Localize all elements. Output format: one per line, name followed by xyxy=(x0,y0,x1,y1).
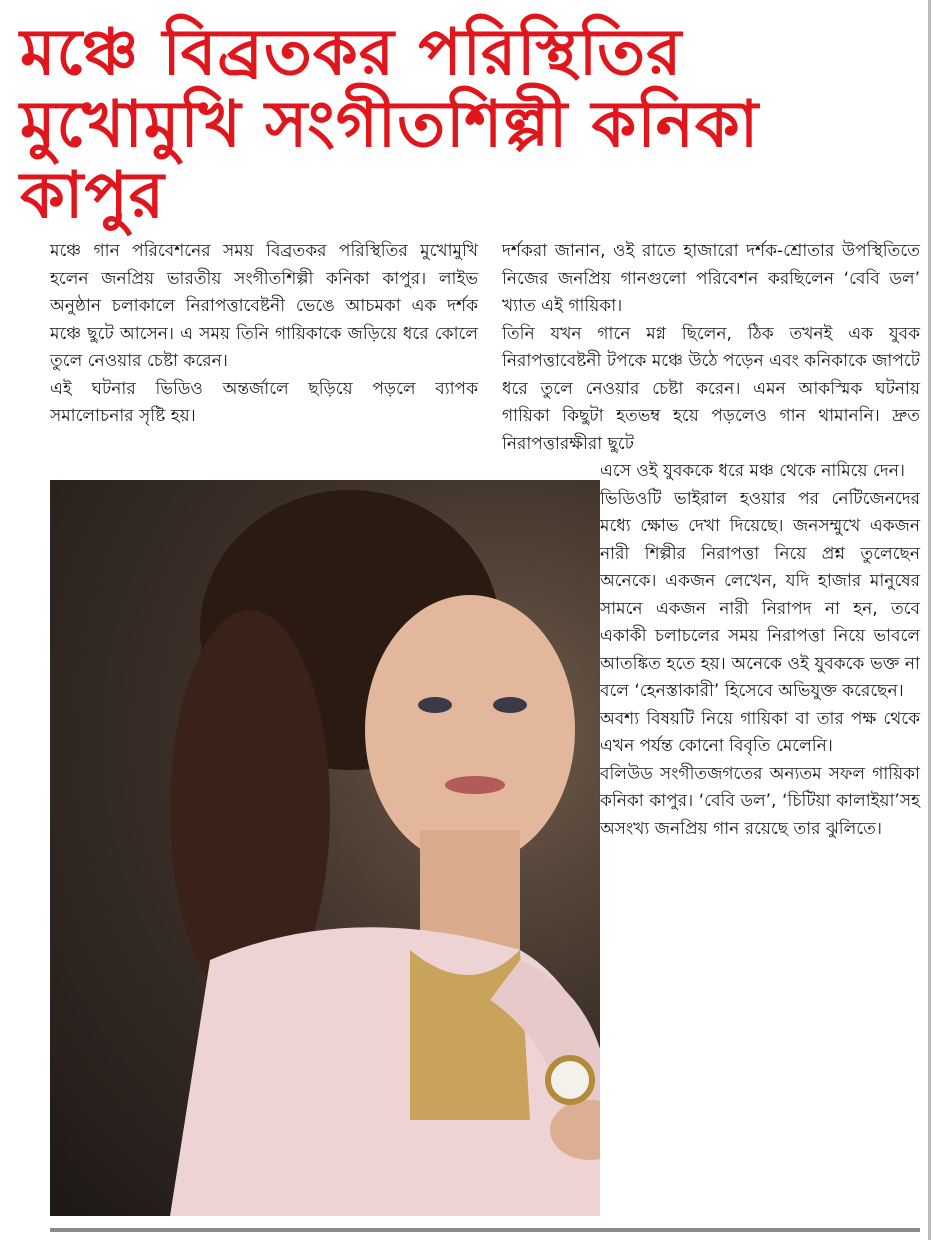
paragraph: তিনি যখন গানে মগ্ন ছিলেন, ঠিক তখনই এক যুবক নিরাপত্তাবেষ্টনী টপকে মঞ্চে উঠে পড়েন এবং কনিকাকে জাপটে ধরে তুলে নেওয়ার চেষ্টা করেন। এমন আকস্মিক ঘটনায় গায়িকা কিছুটা হতভম্ব হয়ে পড়লেও গান থামাননি। দ্রুত নিরাপত্তারক্ষীরা ছুটে xyxy=(502,323,920,454)
left-eye-shape xyxy=(418,697,452,713)
paragraph: ভিডিওটি ভাইরাল হওয়ার পর নেটিজেনদের মধ্যে ক্ষোভ দেখা দিয়েছে। জনসম্মুখে একজন নারী শিল্পীর নিরাপত্তা নিয়ে প্রশ্ন তুলেছেন অনেকে। একজন লেখেন, যদি হাজার মানুষের সামনে একজন নারী নিরাপদ না হন, তবে একাকী চলাচলের সময় নিরাপত্তা নিয়ে ভাবলে আতঙ্কিত হতে হয়। অনেকে ওই যুবককে ভক্ত না বলে ‘হেনস্তাকারী’ হিসেবে অভিযুক্ত করেছেন। xyxy=(600,488,920,701)
left-column xyxy=(50,238,478,431)
right-eye-shape xyxy=(493,697,527,713)
paragraph: অবশ্য বিষয়টি নিয়ে গায়িকা বা তার পক্ষ থেকে এখন পর্যন্ত কোনো বিবৃতি মেলেনি। xyxy=(600,708,920,756)
paragraph: এসে ওই যুবককে ধরে মঞ্চ থেকে নামিয়ে দেন। xyxy=(600,461,905,481)
lips-shape xyxy=(445,776,505,794)
bottom-divider xyxy=(50,1228,920,1232)
watch-shape xyxy=(548,1058,592,1102)
right-column-bottom xyxy=(600,458,920,843)
face-shape xyxy=(365,595,575,865)
paragraph: এই ঘটনার ভিডিও অন্তর্জালে ছড়িয়ে পড়লে ব্যাপক সমালোচনার সৃষ্টি হয়। xyxy=(50,378,478,426)
paragraph: বলিউড সংগীতজগতের অন্যতম সফল গায়িকা কনিকা কাপুর। ‘বেবি ডল’, ‘চিটিয়া কালাইয়া’সহ অসংখ্য জনপ্রিয় গান রয়েছে তার ঝুলিতে। xyxy=(600,763,920,839)
paragraph: মঞ্চে গান পরিবেশনের সময় বিব্রতকর পরিস্থিতির মুখোমুখি হলেন জনপ্রিয় ভারতীয় সংগীতশিল্পী কনিকা কাপুর। লাইভ অনুষ্ঠান চলাকালে নিরাপত্তাবেষ্টনী ভেঙে আচমকা এক দর্শক মঞ্চে ছুটে আসেন। এ সময় তিনি গায়িকাকে জড়িয়ে ধরে কোলে তুলে নেওয়ার চেষ্টা করেন। xyxy=(50,241,478,371)
paragraph: দর্শকরা জানান, ওই রাতে হাজারো দর্শক-শ্রোতার উপস্থিতিতে নিজের জনপ্রিয় গানগুলো পরিবেশন করছিলেন ‘বেবি ডল’ খ্যাত এই গায়িকা। xyxy=(502,241,920,316)
right-column-top xyxy=(502,238,920,458)
right-edge-divider xyxy=(928,0,931,1240)
headline: মঞ্চে বিব্রতকর পরিস্থিতির মুখোমুখি সংগীতশিল্পী কনিকা কাপুর xyxy=(20,16,760,234)
